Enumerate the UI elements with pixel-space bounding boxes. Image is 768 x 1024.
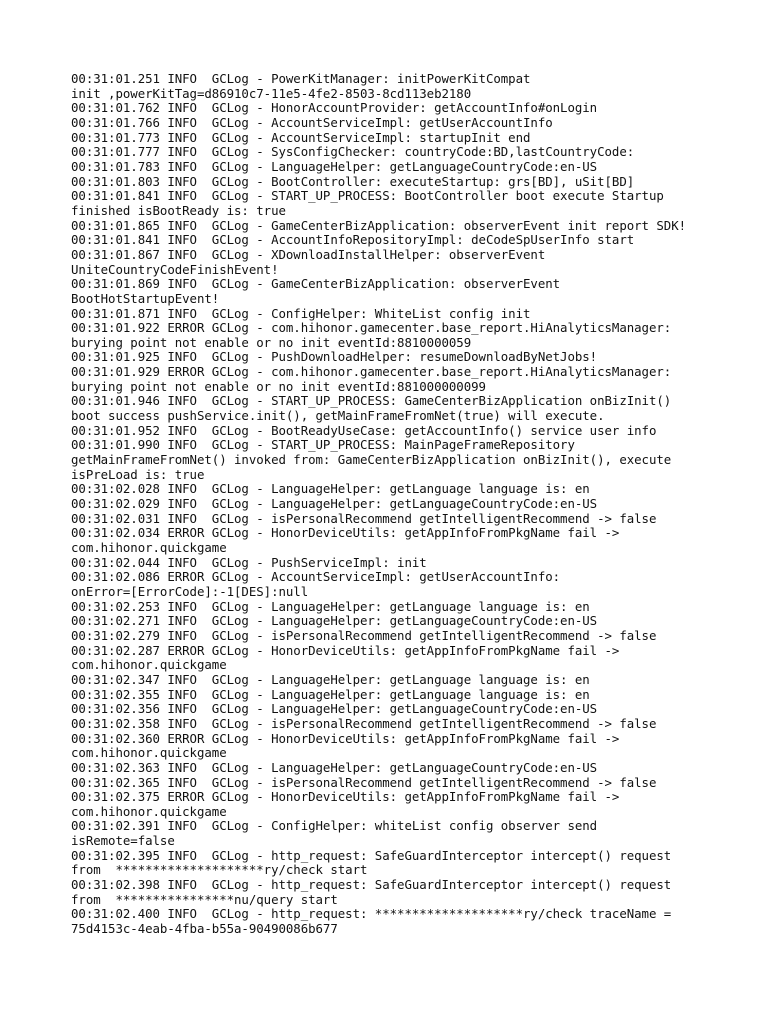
log-line: 00:31:02.375 ERROR GCLog - HonorDeviceUtils: getAppInfoFromPkgName fail -> (71, 789, 620, 805)
log-line: 00:31:02.400 INFO GCLog - http_request: ********************ry/check traceName = (71, 906, 672, 922)
log-line: boot success pushService.init(), getMainFrameFromNet(true) will execute. (71, 408, 605, 424)
log-line: burying point not enable or no init eventId:881000000099 (71, 378, 486, 394)
log-line: com.hihonor.quickgame (71, 540, 227, 555)
log-line: 00:31:02.028 INFO GCLog - LanguageHelper: getLanguage language is: en (71, 481, 590, 497)
log-line: 00:31:01.867 INFO GCLog - XDownloadInstallHelper: observerEvent (71, 246, 546, 262)
log-line: 00:31:02.395 INFO GCLog - http_request: SafeGuardInterceptor intercept() request (71, 847, 672, 863)
log-line: 00:31:02.391 INFO GCLog - ConfigHelper: whiteList config observer send (71, 818, 598, 834)
log-line: BootHotStartupEvent! (71, 290, 220, 306)
log-line: 00:31:02.365 INFO GCLog - isPersonalRecommend getIntelligentRecommend -> false (71, 774, 657, 790)
log-line: 00:31:01.929 ERROR GCLog - com.hihonor.gamecenter.base_report.HiAnalyticsManager: (71, 364, 672, 380)
log-line: from ********************ry/check start (71, 862, 368, 878)
log-line: 75d4153c-4eab-4fba-b55a-90490086b677 (71, 921, 338, 937)
log-line: getMainFrameFromNet() invoked from: GameCenterBizApplication onBizInit(), execute (71, 452, 672, 468)
log-line: 00:31:02.086 ERROR GCLog - AccountServiceImpl: getUserAccountInfo: (71, 569, 561, 585)
log-line: 00:31:02.034 ERROR GCLog - HonorDeviceUtils: getAppInfoFromPkgName fail -> (71, 525, 620, 541)
log-line: 00:31:02.347 INFO GCLog - LanguageHelper: getLanguage language is: en (71, 671, 590, 687)
log-line: init ,powerKitTag=d86910c7-11e5-4fe2-8503-8cd113eb2180 (71, 85, 472, 101)
log-line: isPreLoad is: true (71, 466, 205, 482)
log-line: 00:31:01.871 INFO GCLog - ConfigHelper: WhiteList config init (71, 305, 531, 321)
log-line: from ****************nu/query start (71, 891, 338, 907)
log-line: 00:31:02.363 INFO GCLog - LanguageHelper: getLanguageCountryCode:en-US (71, 759, 598, 775)
log-line: com.hihonor.quickgame (71, 803, 227, 819)
log-line: 00:31:01.783 INFO GCLog - LanguageHelper: getLanguageCountryCode:en-US (71, 158, 598, 174)
log-line: 00:31:02.356 INFO GCLog - LanguageHelper: getLanguageCountryCode:en-US (71, 701, 598, 717)
log-line: 00:31:01.777 INFO GCLog - SysConfigChecker: countryCode:BD,lastCountryCode: (71, 144, 635, 160)
log-line: 00:31:02.031 INFO GCLog - isPersonalRecommend getIntelligentRecommend -> false (71, 510, 657, 526)
log-line: 00:31:02.279 INFO GCLog - isPersonalRecommend getIntelligentRecommend -> false (71, 627, 657, 643)
log-line: finished isBootReady is: true (71, 202, 286, 218)
log-line: 00:31:01.803 INFO GCLog - BootController: executeStartup: grs[BD], uSit[BD] (71, 173, 635, 189)
log-line: burying point not enable or no init eventId:8810000059 (71, 334, 472, 350)
log-line: 00:31:01.925 INFO GCLog - PushDownloadHelper: resumeDownloadByNetJobs! (71, 349, 598, 365)
log-line: 00:31:01.841 INFO GCLog - AccountInfoRepositoryImpl: deCodeSpUserInfo start (71, 232, 635, 248)
log-line: 00:31:01.841 INFO GCLog - START_UP_PROCESS: BootController boot execute Startup (71, 188, 664, 204)
log-line: 00:31:01.952 INFO GCLog - BootReadyUseCase: getAccountInfo() service user info (71, 422, 657, 438)
log-line: 00:31:01.773 INFO GCLog - AccountServiceImpl: startupInit end (71, 129, 531, 145)
log-line: com.hihonor.quickgame (71, 657, 227, 673)
log-line: isRemote=false (71, 833, 175, 849)
log-line: 00:31:01.990 INFO GCLog - START_UP_PROCESS: MainPageFrameRepository (71, 437, 575, 453)
log-line: 00:31:01.762 INFO GCLog - HonorAccountProvider: getAccountInfo#onLogin (71, 100, 598, 116)
log-line: 00:31:02.044 INFO GCLog - PushServiceImpl: init (71, 554, 427, 570)
log-line: 00:31:01.865 INFO GCLog - GameCenterBizApplication: observerEvent init report SDK! (71, 217, 687, 233)
log-lines (71, 72, 761, 937)
log-line: 00:31:02.360 ERROR GCLog - HonorDeviceUtils: getAppInfoFromPkgName fail -> (71, 730, 620, 746)
log-document (71, 72, 761, 937)
log-line: 00:31:02.398 INFO GCLog - http_request: SafeGuardInterceptor intercept() request (71, 877, 672, 893)
log-line: UniteCountryCodeFinishEvent! (71, 261, 279, 277)
log-line: 00:31:02.029 INFO GCLog - LanguageHelper: getLanguageCountryCode:en-US (71, 496, 598, 512)
log-line: onError=[ErrorCode]:-1[DES]:null (71, 583, 309, 599)
log-line: 00:31:01.922 ERROR GCLog - com.hihonor.gamecenter.base_report.HiAnalyticsManager: (71, 320, 672, 336)
log-line: 00:31:02.287 ERROR GCLog - HonorDeviceUtils: getAppInfoFromPkgName fail -> (71, 642, 620, 658)
log-line: 00:31:02.358 INFO GCLog - isPersonalRecommend getIntelligentRecommend -> false (71, 715, 657, 731)
log-line: 00:31:02.271 INFO GCLog - LanguageHelper: getLanguageCountryCode:en-US (71, 613, 598, 629)
log-line: com.hihonor.quickgame (71, 745, 227, 761)
log-line: 00:31:01.869 INFO GCLog - GameCenterBizApplication: observerEvent (71, 276, 561, 292)
log-line: 00:31:01.766 INFO GCLog - AccountServiceImpl: getUserAccountInfo (71, 114, 553, 130)
log-line: 00:31:02.253 INFO GCLog - LanguageHelper: getLanguage language is: en (71, 598, 590, 614)
log-line: 00:31:01.946 INFO GCLog - START_UP_PROCESS: GameCenterBizApplication onBizInit() (71, 393, 672, 409)
log-line: 00:31:02.355 INFO GCLog - LanguageHelper: getLanguage language is: en (71, 686, 590, 702)
log-line: 00:31:01.251 INFO GCLog - PowerKitManager: initPowerKitCompat (71, 71, 531, 86)
